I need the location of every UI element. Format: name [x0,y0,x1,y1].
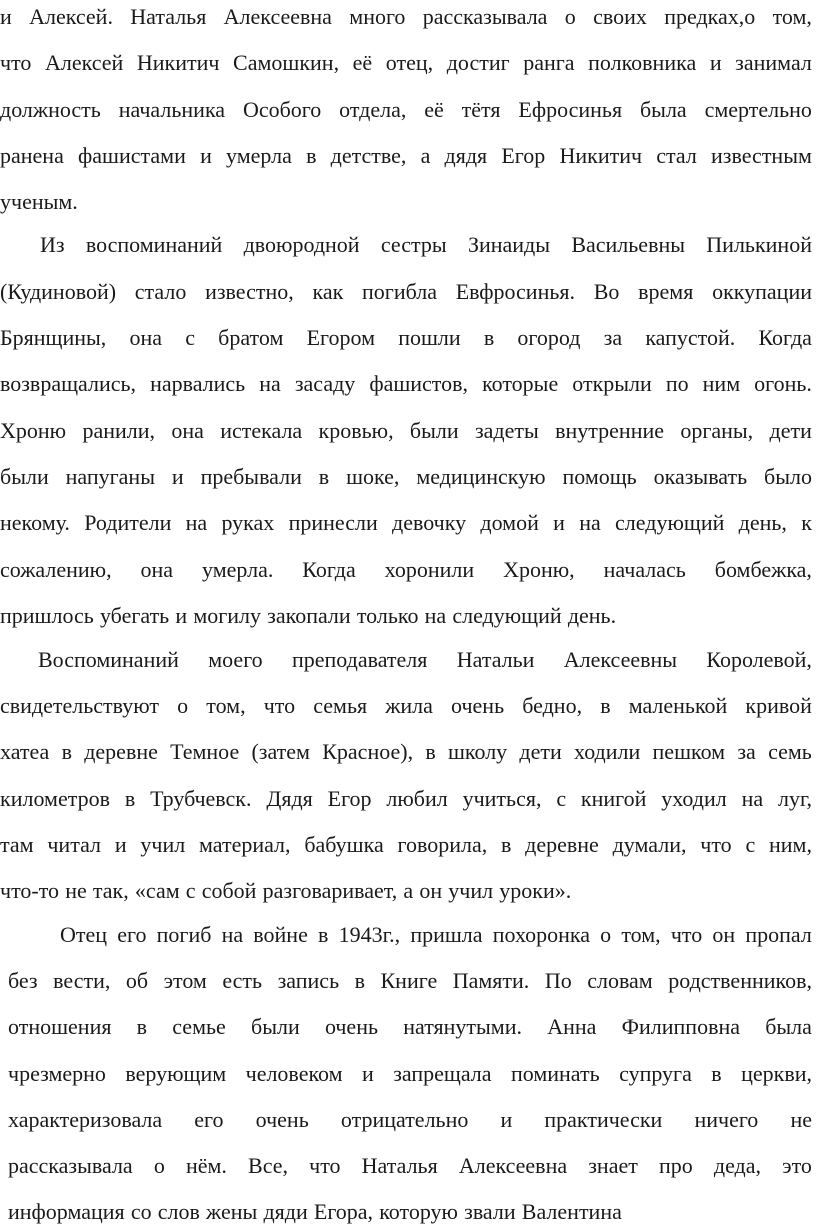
word: Из [40,232,65,257]
word: ничего [694,1107,759,1132]
word: Дядя [266,786,313,811]
word: оказывать [653,464,748,489]
word: в [483,325,495,350]
word: Алексеевна [458,1153,568,1178]
word: ранили, [82,418,156,443]
word: истекала [220,418,303,443]
word: Алексеевны [563,647,678,672]
word: нарвались [150,371,246,396]
text-line [8,1197,622,1227]
word: Книге [380,968,438,993]
word: с [556,786,567,811]
word: Воспоминаний [38,647,179,672]
word: в [318,464,330,489]
word: верующим [125,1061,227,1086]
text-line [0,555,812,585]
word: чрезмерно [8,1061,106,1086]
word: должность [0,97,101,122]
word: думали, [612,832,687,857]
word: семье [172,1014,226,1039]
word: Натальи [456,647,535,672]
text-line [0,784,812,814]
word: были [409,418,459,443]
word: на [221,922,244,947]
word: погиб [156,922,212,947]
word: хатеа [0,739,50,764]
text-line [0,508,812,538]
word: о [177,693,189,718]
word: бедно, [522,693,583,718]
word: день. [567,603,617,628]
word: Алексей [44,50,124,75]
word: которую [379,1199,458,1224]
word: и [500,1107,513,1132]
word: ученым. [0,189,78,214]
word: Алексей. [29,4,113,29]
text-line [0,187,78,217]
word: Отец [60,922,108,947]
word: маленькой [628,693,728,718]
word: было [764,464,812,489]
word: отдела, [339,97,407,122]
word: со [130,1199,152,1224]
word: и [171,464,184,489]
word: сожалению, [0,557,112,582]
text-line [0,141,812,171]
text-line [0,277,812,307]
word: очень [451,693,505,718]
word: там [0,832,34,857]
word: фашистами [78,143,186,168]
text-line [0,48,812,78]
word: Егора, [313,1199,374,1224]
word: супруга [619,1061,692,1086]
text-line [0,462,812,492]
word: как [312,279,344,304]
word: помощь [562,464,637,489]
word: что [700,832,732,857]
word: и [175,603,188,628]
word: Валентина [521,1199,622,1224]
word: ним [702,371,741,396]
word: началась [603,557,686,582]
text-line [0,2,812,32]
word: на [424,603,447,628]
word: день, [738,510,787,535]
word: его [117,922,147,947]
word: убегать [99,603,170,628]
word: тётя [461,97,501,122]
word: слов [157,1199,200,1224]
word: Зинаиды [467,232,551,257]
text-line [8,1105,812,1135]
word: оккупации [712,279,812,304]
word: напуганы [65,464,155,489]
word: том, [621,922,661,947]
word: в [318,922,329,947]
word: в [711,1061,722,1086]
word: Брянщины, [0,325,107,350]
word: возвращались, [0,371,137,396]
word: не [790,1107,812,1132]
text-line [0,737,812,767]
word: её [352,50,373,75]
word: Самошкин, [233,50,340,75]
word: есть [222,968,263,993]
word: что-то [0,878,60,903]
word: была [765,1014,812,1039]
word: учил [140,832,186,857]
text-line [0,416,812,446]
word: Егор [501,143,546,168]
word: фашистов, [369,371,469,396]
word: (Кудиновой) [0,279,117,304]
word: братом [218,325,284,350]
word: человеком [245,1061,343,1086]
word: Пилькиной [706,232,812,257]
word: Егором [306,325,375,350]
word: родственников, [668,968,812,993]
word: о [600,922,612,947]
word: уходил [661,786,727,811]
word: дяди [263,1199,308,1224]
word: двоюродной [243,232,360,257]
word: в [136,1014,148,1039]
word: ранена [0,143,64,168]
word: Красное), [322,739,414,764]
word: погибла [362,279,437,304]
word: деревне [84,739,158,764]
word: уроки». [499,878,572,903]
word: и [709,50,722,75]
word: с [185,325,195,350]
word: по [665,371,689,396]
word: она [171,418,204,443]
word: очень [324,1014,379,1039]
word: школу [447,739,508,764]
word: могилу [193,603,262,628]
word: кривой [745,693,812,718]
word: Памяти. [452,968,530,993]
text-line [8,1059,812,1089]
word: не [65,878,87,903]
word: кровью, [318,418,394,443]
word: на [259,371,281,396]
word: она [129,325,163,350]
word: похоронка [492,922,590,947]
word: пропал [745,922,812,947]
word: медицинскую [416,464,546,489]
word: 1943г., [338,922,401,947]
word: пришла [410,922,483,947]
word: сестры [380,232,447,257]
word: за [737,739,756,764]
word: полковника [588,50,697,75]
word: он [419,878,443,903]
word: (затем [251,739,310,764]
text-line [0,691,812,721]
word: отрицательно [340,1107,469,1132]
word: его [194,1107,224,1132]
word: семь [768,739,812,764]
word: с [185,878,196,903]
word: которые [482,371,559,396]
word: семья [313,693,368,718]
word: разговаривает, [262,878,398,903]
word: Королевой, [706,647,812,672]
word: умерла [226,143,292,168]
word: Во [593,279,620,304]
word: домой [480,510,539,535]
word: дети [519,739,562,764]
word: воспоминаний [85,232,223,257]
word: с [745,832,756,857]
word: что [263,693,296,718]
word: о [564,4,576,29]
word: церкви, [741,1061,812,1086]
word: в [306,143,317,168]
word: а [403,878,414,903]
word: отец, [385,50,434,75]
word: были [0,464,49,489]
word: ранга [523,50,575,75]
text-line [0,876,571,906]
word: собой [201,878,257,903]
text-line [8,1012,812,1042]
word: луг, [777,786,812,811]
word: детстве, [330,143,407,168]
word: вести, [53,968,111,993]
word: на [741,786,764,811]
word: Хроню [0,418,67,443]
word: километров [0,786,110,811]
word: без [8,968,38,993]
word: рассказывала [8,1153,133,1178]
word: известно, [205,279,294,304]
word: в [501,832,512,857]
word: том, [772,4,812,29]
word: моего [208,647,263,672]
word: и [200,143,212,168]
word: этом [163,968,207,993]
word: об [125,968,149,993]
word: По [544,968,572,993]
word: в [600,693,611,718]
word: Евфросинья. [455,279,576,304]
word: только [356,603,419,628]
word: Наталья [361,1153,438,1178]
word: и [361,1061,374,1086]
word: своих [593,4,647,29]
word: и [553,510,565,535]
word: была [639,97,687,122]
text-line [0,323,812,353]
word: характеризовала [8,1107,163,1132]
word: Родители [84,510,172,535]
word: дядя [444,143,488,168]
word: некому. [0,510,70,535]
word: нём. [185,1153,227,1178]
word: начальника [118,97,226,122]
word: а [420,143,431,168]
word: Трубчевск. [150,786,252,811]
word: словам [587,968,653,993]
word: практически [544,1107,663,1132]
word: смертельно [704,97,812,122]
word: задеты [474,418,539,443]
text-line [60,920,812,950]
word: отношения [8,1014,112,1039]
word: капустой. [645,325,736,350]
word: Филипповна [621,1014,740,1039]
word: о [153,1153,165,1178]
word: «сам [134,878,180,903]
word: пребывали [200,464,302,489]
word: Все, [248,1153,289,1178]
text-line [8,966,812,996]
text-line [8,1151,812,1181]
text-line [0,601,616,631]
word: что [0,50,32,75]
word: деревне [525,832,599,857]
word: известным [711,143,812,168]
word: пошли [398,325,461,350]
word: говорила, [397,832,488,857]
word: в [61,739,72,764]
word: Когда [302,557,356,582]
word: это [782,1153,812,1178]
word: Хроню, [503,557,575,582]
word: деда, [713,1153,762,1178]
word: она [140,557,174,582]
word: жены [206,1199,258,1224]
word: засаду [294,371,356,396]
word: Никитич [559,143,643,168]
word: много [349,4,406,29]
word: в [124,786,136,811]
word: огонь. [754,371,812,396]
word: пришлось [0,603,94,628]
word: запрещала [393,1061,492,1086]
word: были [251,1014,300,1039]
word: предках,о [664,4,756,29]
word: любил [386,786,448,811]
word: Никитич [136,50,220,75]
word: знает [588,1153,638,1178]
text-line [0,95,812,125]
word: её [424,97,444,122]
word: он [712,922,736,947]
text-line [40,230,812,260]
word: принесли [288,510,378,535]
word: читал [47,832,102,857]
word: так, [92,878,129,903]
text-line [0,369,812,399]
word: и [114,832,127,857]
word: информация [8,1199,125,1224]
word: на [579,510,601,535]
word: запись [277,968,340,993]
word: дети [769,418,812,443]
word: ним, [769,832,812,857]
word: бабушка [304,832,384,857]
word: стал [656,143,697,168]
word: Особого [242,97,322,122]
word: том, [206,693,246,718]
word: стало [134,279,187,304]
word: про [658,1153,693,1178]
word: жила [385,693,433,718]
word: огород [517,325,581,350]
word: учиться, [462,786,542,811]
word: хоронили [384,557,475,582]
word: и [0,4,12,29]
word: на [185,510,208,535]
word: войне [253,922,308,947]
word: к [801,510,812,535]
word: звали [464,1199,516,1224]
word: в [425,739,436,764]
word: закопали [267,603,351,628]
word: время [638,279,694,304]
word: руках [221,510,275,535]
word: Егор [327,786,372,811]
word: материал, [198,832,291,857]
word: что [670,922,703,947]
word: за [603,325,623,350]
text-line [38,645,812,675]
word: девочку [392,510,467,535]
word: Алексеевна [223,4,332,29]
word: умерла. [202,557,274,582]
word: пешком [652,739,726,764]
word: натянутыми. [403,1014,522,1039]
word: органы, [680,418,754,443]
word: внутренние [555,418,665,443]
word: что [309,1153,341,1178]
word: учил [448,878,494,903]
word: Темное [170,739,240,764]
word: Васильевны [571,232,686,257]
word: занимал [735,50,812,75]
word: шоке, [346,464,400,489]
word: поминать [510,1061,600,1086]
word: ходили [574,739,641,764]
word: книгой [580,786,647,811]
word: Наталья [130,4,207,29]
word: Когда [758,325,812,350]
word: рассказывала [422,4,548,29]
word: достиг [446,50,510,75]
word: бомбежка, [714,557,812,582]
text-line [0,830,812,860]
word: Ефросинья [518,97,623,122]
word: в [354,968,365,993]
word: следующий [452,603,562,628]
word: очень [255,1107,309,1132]
word: следующий [615,510,725,535]
word: преподавателя [292,647,428,672]
word: Анна [547,1014,597,1039]
word: свидетельствуют [0,693,160,718]
word: открыли [572,371,652,396]
